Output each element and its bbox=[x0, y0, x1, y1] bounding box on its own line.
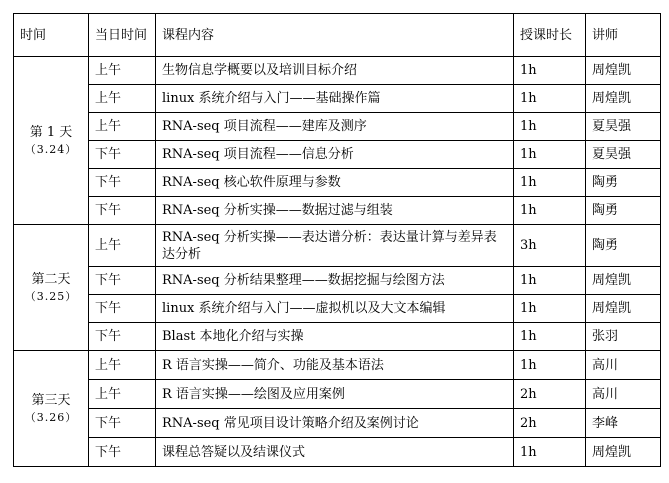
day-cell bbox=[14, 351, 89, 467]
slot-cell: 下午 bbox=[89, 438, 156, 467]
teacher-cell: 李峰 bbox=[586, 409, 661, 438]
slot-cell: 下午 bbox=[89, 295, 156, 323]
slot-cell: 上午 bbox=[89, 57, 156, 85]
duration-cell: 1h bbox=[514, 141, 586, 169]
teacher-cell: 夏昊强 bbox=[586, 141, 661, 169]
table-row bbox=[14, 295, 661, 323]
day-name: 第二天 bbox=[31, 271, 71, 287]
slot-cell: 上午 bbox=[89, 225, 156, 267]
content-cell: linux 系统介绍与入门——基础操作篇 bbox=[156, 85, 514, 113]
duration-cell: 1h bbox=[514, 57, 586, 85]
duration-cell: 2h bbox=[514, 409, 586, 438]
content-cell: 课程总答疑以及结课仪式 bbox=[156, 438, 514, 467]
duration-cell: 1h bbox=[514, 351, 586, 380]
duration-cell: 1h bbox=[514, 295, 586, 323]
content-cell: RNA-seq 分析实操——表达谱分析：表达量计算与差异表达分析 bbox=[156, 225, 514, 267]
teacher-cell: 陶勇 bbox=[586, 225, 661, 267]
content-cell: RNA-seq 项目流程——建库及测序 bbox=[156, 113, 514, 141]
slot-cell: 上午 bbox=[89, 380, 156, 409]
content-cell: Blast 本地化介绍与实操 bbox=[156, 323, 514, 351]
content-cell: RNA-seq 分析结果整理——数据挖掘与绘图方法 bbox=[156, 267, 514, 295]
teacher-cell: 张羽 bbox=[586, 323, 661, 351]
header-duration: 授课时长 bbox=[514, 14, 586, 57]
duration-cell: 1h bbox=[514, 197, 586, 225]
slot-cell: 下午 bbox=[89, 197, 156, 225]
slot-cell: 下午 bbox=[89, 141, 156, 169]
duration-cell: 1h bbox=[514, 438, 586, 467]
content-cell: RNA-seq 核心软件原理与参数 bbox=[156, 169, 514, 197]
table-row bbox=[14, 113, 661, 141]
content-cell: R 语言实操——绘图及应用案例 bbox=[156, 380, 514, 409]
day-name: 第 1 天 bbox=[29, 124, 73, 140]
header-time: 时间 bbox=[14, 14, 89, 57]
header-content: 课程内容 bbox=[156, 14, 514, 57]
duration-cell: 2h bbox=[514, 380, 586, 409]
teacher-cell: 周煌凯 bbox=[586, 438, 661, 467]
teacher-cell: 夏昊强 bbox=[586, 113, 661, 141]
slot-cell: 上午 bbox=[89, 85, 156, 113]
teacher-cell: 陶勇 bbox=[586, 197, 661, 225]
table-row bbox=[14, 85, 661, 113]
duration-cell: 1h bbox=[514, 85, 586, 113]
duration-cell: 1h bbox=[514, 113, 586, 141]
duration-cell: 1h bbox=[514, 267, 586, 295]
teacher-cell: 周煌凯 bbox=[586, 85, 661, 113]
duration-cell: 1h bbox=[514, 323, 586, 351]
slot-cell: 下午 bbox=[89, 267, 156, 295]
table-row bbox=[14, 225, 661, 267]
day-date: （3.26） bbox=[24, 410, 78, 424]
schedule-document bbox=[13, 13, 661, 467]
day-cell bbox=[14, 57, 89, 225]
day-cell bbox=[14, 225, 89, 351]
content-cell: RNA-seq 常见项目设计策略介绍及案例讨论 bbox=[156, 409, 514, 438]
slot-cell: 上午 bbox=[89, 113, 156, 141]
header-teacher: 讲师 bbox=[586, 14, 661, 57]
header-row bbox=[14, 14, 661, 57]
slot-cell: 下午 bbox=[89, 169, 156, 197]
table-row bbox=[14, 438, 661, 467]
table-row bbox=[14, 351, 661, 380]
teacher-cell: 周煌凯 bbox=[586, 267, 661, 295]
content-cell: linux 系统介绍与入门——虚拟机以及大文本编辑 bbox=[156, 295, 514, 323]
table-row bbox=[14, 57, 661, 85]
course-schedule-table bbox=[13, 13, 661, 467]
table-row bbox=[14, 380, 661, 409]
header-slot: 当日时间 bbox=[89, 14, 156, 57]
table-row bbox=[14, 323, 661, 351]
content-cell: 生物信息学概要以及培训目标介绍 bbox=[156, 57, 514, 85]
table-row bbox=[14, 409, 661, 438]
teacher-cell: 周煌凯 bbox=[586, 57, 661, 85]
day-date: （3.24） bbox=[24, 142, 78, 156]
table-row bbox=[14, 267, 661, 295]
duration-cell: 3h bbox=[514, 225, 586, 267]
day-date: （3.25） bbox=[24, 289, 78, 303]
slot-cell: 上午 bbox=[89, 351, 156, 380]
slot-cell: 下午 bbox=[89, 409, 156, 438]
table-row bbox=[14, 169, 661, 197]
slot-cell: 下午 bbox=[89, 323, 156, 351]
table-row bbox=[14, 141, 661, 169]
content-cell: R 语言实操——简介、功能及基本语法 bbox=[156, 351, 514, 380]
teacher-cell: 周煌凯 bbox=[586, 295, 661, 323]
duration-cell: 1h bbox=[514, 169, 586, 197]
teacher-cell: 高川 bbox=[586, 380, 661, 409]
teacher-cell: 陶勇 bbox=[586, 169, 661, 197]
teacher-cell: 高川 bbox=[586, 351, 661, 380]
content-cell: RNA-seq 项目流程——信息分析 bbox=[156, 141, 514, 169]
table-row bbox=[14, 197, 661, 225]
content-cell: RNA-seq 分析实操——数据过滤与组装 bbox=[156, 197, 514, 225]
day-name: 第三天 bbox=[31, 392, 71, 408]
